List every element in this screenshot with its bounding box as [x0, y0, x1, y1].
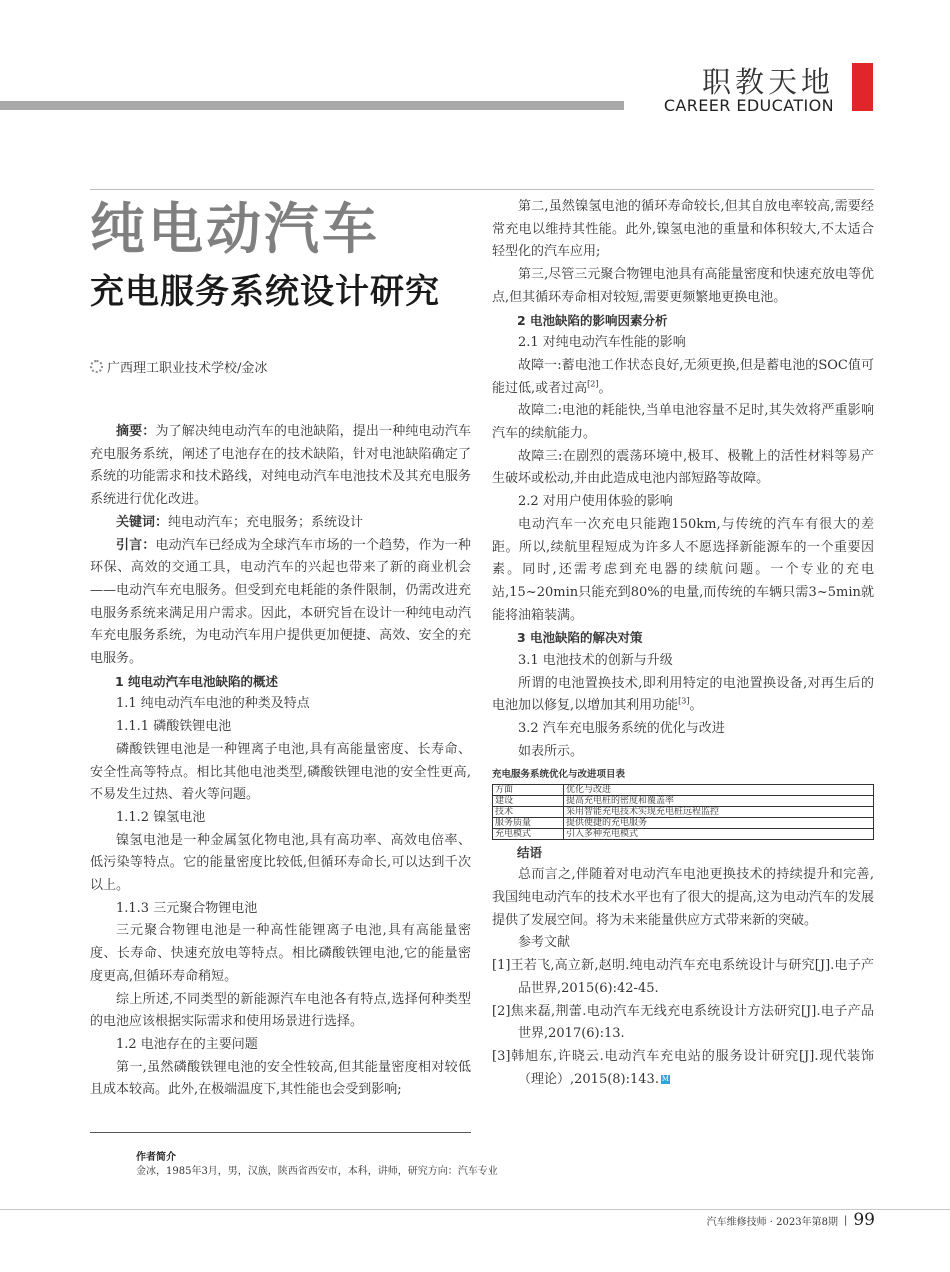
subsection-1-1-1: 1.1.1 磷酸铁锂电池 — [116, 719, 232, 735]
paragraph-first: 第一,虽然磷酸铁锂电池的安全性较高,但其能量密度相对较低且成本较高。此外,在极端温度下,其性能也会受到影响; — [90, 1059, 471, 1098]
header-gray-bar — [0, 101, 624, 110]
table-row — [493, 784, 874, 795]
paragraph-second: 第二,虽然镍氢电池的循环寿命较长,但其自放电率较高,需要经常充电以维持其性能。此外,镍氢电池的重量和体积较大,不太适合轻型化的汽车应用; — [492, 199, 874, 260]
subsection-3-2: 3.2 汽车充电服务系统的优化与改进 — [518, 721, 725, 737]
paragraph-user-experience: 电动汽车一次充电只能跑150km,与传统的汽车有很大的差距。所以,续航里程短成为许多人不愿选择新能源车的一个重要因素。同时,还需考虑到充电器的续航问题。一个专业的充电站,15~20min只能充到80%的电量,而传统的车辆只需3~5min就能将油箱装满。 — [492, 516, 874, 623]
paragraph-summary: 综上所述,不同类型的新能源汽车电池各有特点,选择何种类型的电池应该根据实际需求和使用场景进行选择。 — [90, 991, 471, 1030]
table-cell: 提高充电桩的密度和覆盖率 — [564, 795, 874, 806]
article-title-sub: 充电服务系统设计研究 — [90, 272, 440, 312]
table-cell: 建设 — [493, 795, 564, 806]
service-table — [492, 784, 874, 840]
table-cell: 优化与改进 — [564, 784, 874, 795]
citation-2: [2] — [587, 379, 599, 389]
citation-3: [3] — [678, 697, 690, 707]
conclusion-heading: 结语 — [517, 844, 543, 860]
swap-end: 。 — [689, 698, 703, 714]
gear-icon — [90, 360, 103, 373]
subsection-2-1: 2.1 对纯电动汽车性能的影响 — [518, 335, 686, 351]
paragraph-third: 第三,尽管三元聚合物锂电池具有高能量密度和快速充放电等优点,但其循环寿命相对较短,需要更频繁地更换电池。 — [492, 267, 874, 305]
left-column — [90, 421, 471, 1102]
column-title-en: CAREER EDUCATION — [663, 96, 834, 115]
swap-text: 所谓的电池置换技术,即利用特定的电池置换设备,对再生后的电池加以修复,以增加其利用功能 — [492, 675, 874, 714]
column-title-cn: 职教天地 — [701, 65, 834, 99]
paragraph-battery-swap — [492, 673, 874, 718]
page-footer — [707, 1210, 875, 1230]
keywords-paragraph — [90, 512, 471, 535]
table-row — [493, 817, 874, 828]
fault-1-text: 故障一:蓄电池工作状态良好,无须更换,但是蓄电池的SOC值可能过低,或者过高 — [492, 357, 874, 396]
section-heading-2: 2 电池缺陷的影响因素分析 — [517, 312, 668, 328]
table-caption: 充电服务系统优化与改进项目表 — [492, 768, 626, 780]
journal-name: 汽车维修技师 · 2023年第8期 — [706, 1216, 838, 1228]
author-text: 广西理工职业技术学校/金冰 — [107, 361, 268, 376]
paragraph-fault-1 — [492, 355, 874, 400]
paragraph-nimh: 镍氢电池是一种金属氢化物电池,具有高功率、高效电倍率、低污染等特点。它的能量密度比较低,但循环寿命长,可以达到千次以上。 — [90, 832, 471, 894]
reference-3-text: [3]韩旭东,许晓云.电动汽车充电站的服务设计研究[J].现代装饰（理论）,2015(8):143. — [492, 1048, 874, 1087]
subsection-2-2: 2.2 对用户使用体验的影响 — [518, 494, 673, 510]
footer-separator: | — [843, 1214, 848, 1226]
paragraph-fault-2: 故障二:电池的耗能快,当单电池容量不足时,其失效将严重影响汽车的续航能力。 — [492, 403, 874, 442]
top-divider — [90, 189, 874, 190]
reference-item: [2]焦来磊,荆蕾.电动汽车无线充电系统设计方法研究[J].电子产品世界,2017(6):13. — [492, 1003, 874, 1042]
subsection-1-2: 1.2 电池存在的主要问题 — [116, 1036, 258, 1052]
header-red-block — [852, 63, 873, 111]
intro-text: 电动汽车已经成为全球汽车市场的一个趋势，作为一种环保、高效的交通工具，电动汽车的兴起也带来了新的商业机会——电动汽车充电服务。但受到充电耗能的条件限制，仍需改进充电服务系统来满足用户需求。因此，本研究旨在设计一种纯电动汽车充电服务系统，为电动汽车用户提供更加便捷、高效、安全的充电服务。 — [90, 537, 471, 667]
paragraph-conclusion: 总而言之,伴随着对电动汽车电池更换技术的持续提升和完善,我国纯电动汽车的技术水平也有了很大的提高,这为电动汽车的发展提供了发展空间。将为未来能量供应方式带来新的突破。 — [492, 867, 874, 928]
section-heading-3: 3 电池缺陷的解决对策 — [517, 630, 643, 646]
abstract-text: 为了解决纯电动汽车的电池缺陷，提出一种纯电动汽车充电服务系统，阐述了电池存在的技术缺陷，针对电池缺陷确定了系统的功能需求和技术路线，对纯电动汽车电池技术及其充电服务系统进行优化改进。 — [90, 424, 471, 508]
fault-1-end: 。 — [598, 380, 612, 396]
table-row — [493, 828, 874, 839]
table-cell: 技术 — [493, 806, 564, 817]
abstract-paragraph — [90, 421, 471, 512]
paragraph-ncm: 三元聚合物锂电池是一种高性能锂离子电池,具有高能量密度、长寿命、快速充放电等特点。相比磷酸铁锂电池,它的能量密度更高,但循环寿命稍短。 — [90, 923, 471, 984]
bio-text: 金冰，1985年3月，男，汉族，陕西省西安市，本科，讲师，研究方向：汽车专业 — [136, 1166, 498, 1177]
author-line — [90, 357, 267, 376]
subsection-3-1: 3.1 电池技术的创新与升级 — [518, 653, 673, 669]
table-cell: 采用智能充电技术实现充电桩远程监控 — [564, 806, 874, 817]
bio-divider — [90, 1132, 471, 1133]
table-row — [493, 795, 874, 806]
table-cell: 方面 — [493, 784, 564, 795]
reference-item: [1]王若飞,高立新,赵明.纯电动汽车充电系统设计与研究[J].电子产品世界,2015(6):42-45. — [492, 958, 874, 996]
intro-paragraph — [90, 535, 471, 671]
table-cell: 充电模式 — [493, 828, 564, 839]
right-column — [492, 196, 874, 1091]
subsection-1-1-3: 1.1.3 三元聚合物锂电池 — [116, 900, 258, 916]
abstract-label: 摘要： — [116, 424, 156, 439]
section-heading-1: 1 纯电动汽车电池缺陷的概述 — [115, 673, 279, 689]
end-mark-icon: M — [661, 1074, 670, 1083]
paragraph-table-intro: 如表所示。 — [518, 743, 584, 759]
references-heading: 参考文献 — [518, 935, 571, 951]
page-number: 99 — [853, 1210, 875, 1230]
keywords-label: 关键词： — [116, 514, 169, 530]
keywords-text: 纯电动汽车；充电服务；系统设计 — [168, 514, 364, 530]
table-row — [493, 806, 874, 817]
article-title-main: 纯电动汽车 — [90, 197, 381, 261]
paragraph-fault-3: 故障三:在剧烈的震荡环境中,极耳、极靴上的活性材料等易产生破坏或松动,并由此造成电池内部短路等故障。 — [492, 448, 874, 487]
paragraph-lfp: 磷酸铁锂电池是一种锂离子电池,具有高能量密度、长寿命、安全性高等特点。相比其他电池类型,磷酸铁锂电池的安全性更高,不易发生过热、着火等问题。 — [90, 741, 471, 803]
table-cell: 服务质量 — [493, 817, 564, 828]
bio-heading: 作者简介 — [136, 1152, 176, 1163]
intro-label: 引言： — [116, 537, 156, 553]
reference-item — [492, 1046, 874, 1091]
table-cell: 引入多种充电模式 — [564, 828, 874, 839]
subsection-1-1: 1.1 纯电动汽车电池的种类及特点 — [116, 696, 310, 712]
subsection-1-1-2: 1.1.2 镍氢电池 — [116, 809, 206, 825]
table-cell: 提供便捷的充电服务 — [564, 817, 874, 828]
